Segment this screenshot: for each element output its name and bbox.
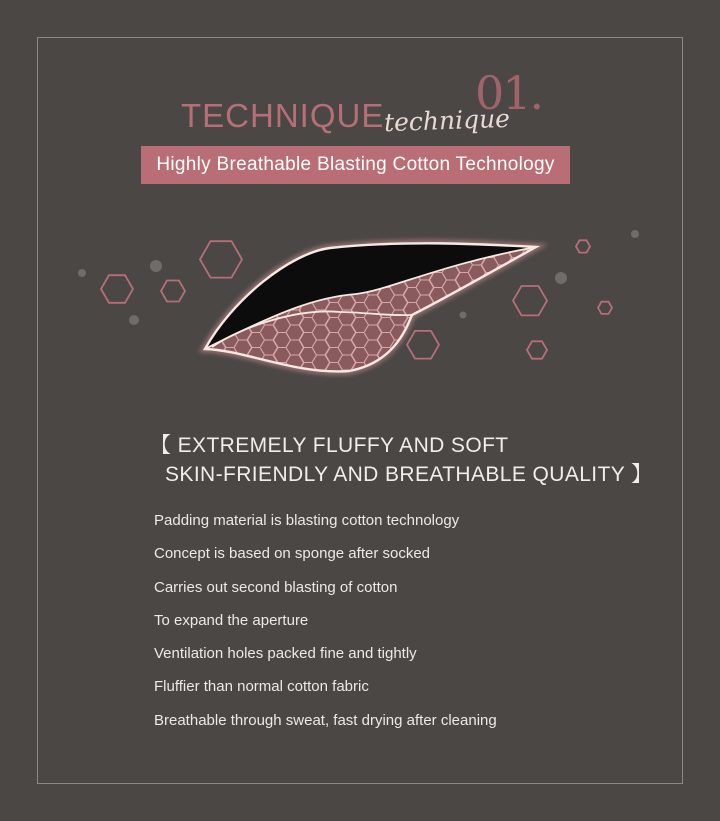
quality-heading-line1: 【 EXTREMELY FLUFFY AND SOFT bbox=[150, 434, 509, 457]
hexagon bbox=[527, 341, 547, 358]
hexagon bbox=[407, 331, 439, 359]
feature-item: To expand the aperture bbox=[154, 611, 309, 629]
dot bbox=[555, 272, 567, 284]
feature-item: Carries out second blasting of cotton bbox=[154, 578, 398, 596]
feature-item: Ventilation holes packed fine and tightly bbox=[154, 645, 417, 663]
dot bbox=[78, 269, 86, 277]
hexagon bbox=[576, 240, 590, 252]
dot bbox=[460, 312, 467, 319]
script-subtitle: technique bbox=[383, 103, 511, 138]
hexagon bbox=[513, 286, 547, 315]
quality-heading bbox=[150, 431, 652, 489]
section-title: TECHNIQUE bbox=[181, 97, 385, 134]
breathable-fabric-layer-icon bbox=[0, 220, 720, 390]
dot bbox=[150, 260, 162, 272]
section-number: 01. bbox=[475, 66, 543, 120]
feature-item: Breathable through sweat, fast drying after cleaning bbox=[154, 711, 497, 729]
feature-list bbox=[154, 506, 497, 739]
dot bbox=[129, 315, 139, 325]
hexagon bbox=[598, 302, 612, 314]
hexagon bbox=[101, 275, 133, 303]
feature-item: Fluffier than normal cotton fabric bbox=[154, 678, 369, 696]
dot bbox=[631, 230, 639, 238]
hexagon bbox=[200, 241, 242, 277]
technology-banner: Highly Breathable Blasting Cotton Technology bbox=[141, 146, 570, 184]
quality-heading-line2: SKIN-FRIENDLY AND BREATHABLE QUALITY 】 bbox=[165, 463, 653, 486]
feature-item: Concept is based on sponge after socked bbox=[154, 545, 431, 563]
hexagon bbox=[161, 281, 185, 302]
feature-item: Padding material is blasting cotton technology bbox=[154, 512, 460, 529]
